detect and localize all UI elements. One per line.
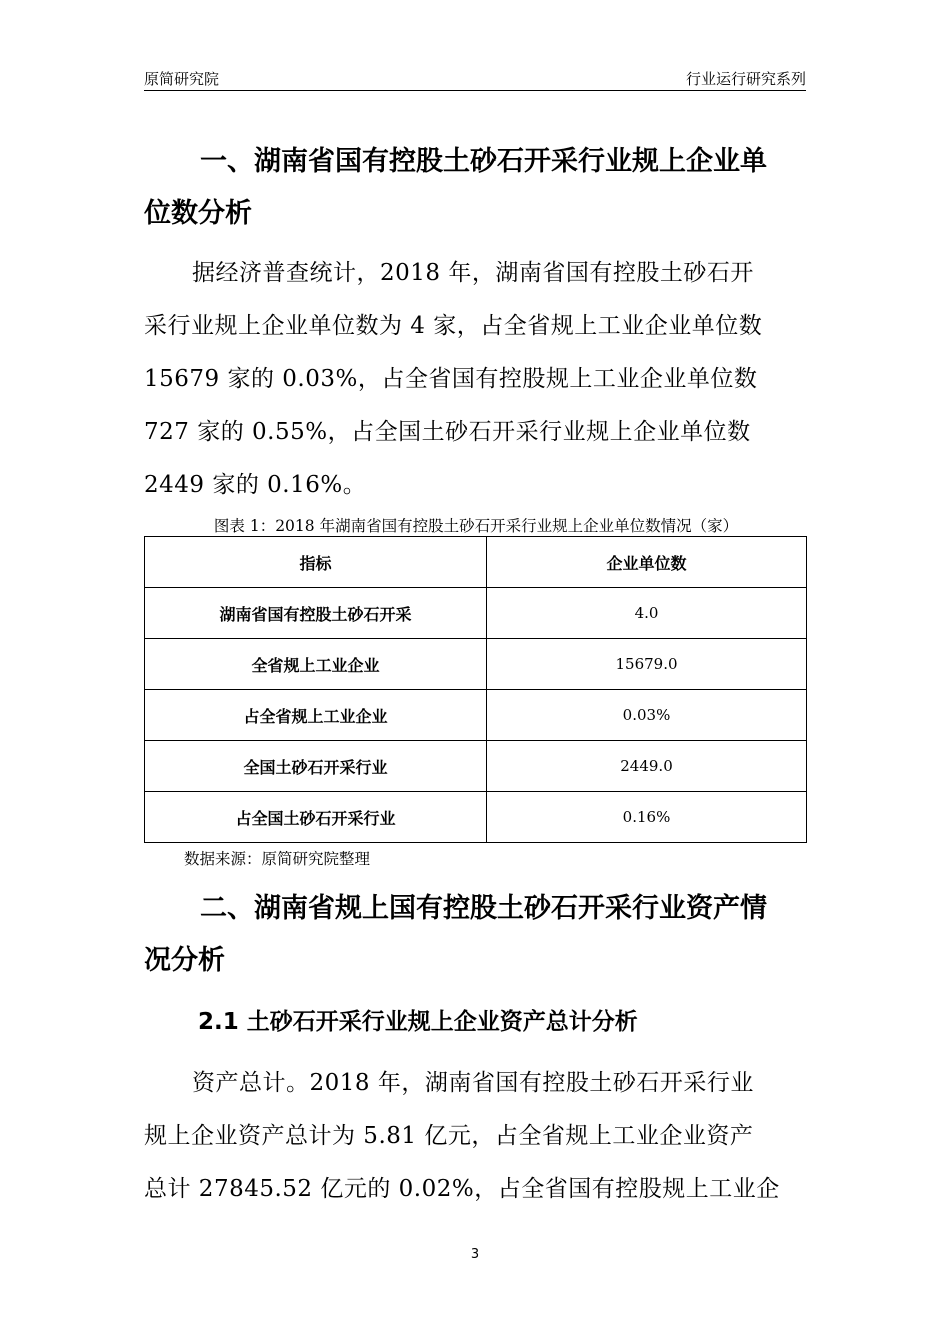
section1-heading-line2: 位数分析 bbox=[144, 198, 252, 229]
table-row bbox=[145, 741, 807, 792]
header-series-name: 行业运行研究系列 bbox=[685, 70, 806, 88]
section2-heading-line1: 二、湖南省规上国有控股土砂石开采行业资产情 bbox=[200, 893, 767, 924]
table-row bbox=[145, 690, 807, 741]
table-row-value: 0.03% bbox=[487, 690, 807, 741]
table-header-row bbox=[145, 537, 807, 588]
paragraph-line: 规上企业资产总计为 5.81 亿元，占全省规上工业企业资产 bbox=[144, 1123, 754, 1149]
table-row-value: 2449.0 bbox=[487, 741, 807, 792]
table-row bbox=[145, 588, 807, 639]
table-header-indicator: 指标 bbox=[145, 537, 487, 588]
table-row-value: 0.16% bbox=[487, 792, 807, 843]
section2-heading bbox=[144, 883, 808, 987]
paragraph-line: 采行业规上企业单位数为 4 家，占全省规上工业企业单位数 bbox=[144, 313, 763, 339]
paragraph-line: 727 家的 0.55%，占全国土砂石开采行业规上企业单位数 bbox=[144, 419, 751, 445]
table-row bbox=[145, 792, 807, 843]
enterprise-count-table bbox=[144, 536, 807, 843]
paragraph-line: 资产总计。2018 年，湖南省国有控股土砂石开采行业 bbox=[192, 1070, 754, 1096]
section2-heading-line2: 况分析 bbox=[144, 945, 225, 976]
paragraph-line: 15679 家的 0.03%，占全省国有控股规上工业企业单位数 bbox=[144, 366, 758, 392]
page-number: 3 bbox=[470, 1247, 480, 1262]
section1-paragraph bbox=[144, 247, 808, 512]
table-row bbox=[145, 639, 807, 690]
table-row-value: 4.0 bbox=[487, 588, 807, 639]
paragraph-line: 2449 家的 0.16%。 bbox=[144, 472, 367, 498]
header-org-name: 原简研究院 bbox=[144, 70, 220, 88]
subsection-heading: 2.1 土砂石开采行业规上企业资产总计分析 bbox=[198, 1009, 638, 1035]
section1-heading-line1: 一、湖南省国有控股土砂石开采行业规上企业单 bbox=[200, 146, 767, 177]
table-source-note: 数据来源：原简研究院整理 bbox=[184, 850, 371, 868]
table-header-count: 企业单位数 bbox=[487, 537, 807, 588]
table-row-label: 占全省规上工业企业 bbox=[145, 690, 487, 741]
section2-paragraph bbox=[144, 1057, 808, 1216]
table-row-label: 全国土砂石开采行业 bbox=[145, 741, 487, 792]
paragraph-line: 据经济普查统计，2018 年，湖南省国有控股土砂石开 bbox=[192, 260, 754, 286]
table-row-label: 全省规上工业企业 bbox=[145, 639, 487, 690]
table-row-value: 15679.0 bbox=[487, 639, 807, 690]
table-row-label: 湖南省国有控股土砂石开采 bbox=[145, 588, 487, 639]
paragraph-line: 总计 27845.52 亿元的 0.02%，占全省国有控股规上工业企 bbox=[144, 1176, 780, 1202]
table-row-label: 占全国土砂石开采行业 bbox=[145, 792, 487, 843]
header-divider bbox=[144, 90, 806, 91]
table-caption: 图表 1：2018 年湖南省国有控股土砂石开采行业规上企业单位数情况（家） bbox=[213, 517, 739, 535]
section1-heading bbox=[144, 136, 808, 240]
